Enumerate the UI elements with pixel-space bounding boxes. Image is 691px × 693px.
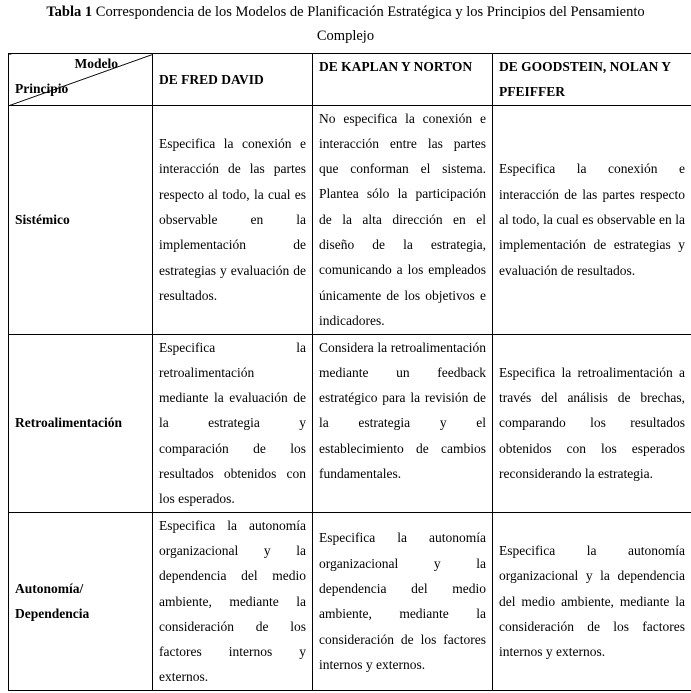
- table-cell: Especifica la autonomía organizacional y la dependencia del medio ambiente, mediante la consideración de los factores internos y externos.: [313, 512, 493, 690]
- table-cell: Especifica la conexión e interacción de las partes respecto al todo, la cual es observable en la implementación de estrategias y evaluación de resultados.: [153, 105, 313, 334]
- table-cell: Especifica la retroalimentación mediante la evaluación de la estrategia y comparación de los resultados obtenidos con los esperados.: [153, 334, 313, 512]
- caption-label: Tabla 1: [46, 4, 93, 20]
- caption-text-1: Correspondencia de los Modelos de Planificación Estratégica y los Principios del Pensamiento: [95, 4, 645, 20]
- table-cell: Especifica la autonomía organizacional y la dependencia del medio ambiente, mediante la consideración de los factores internos y externos.: [153, 512, 313, 690]
- table-cell: Especifica la conexión e interacción de las partes respecto al todo, la cual es observable en la implementación de estrategias y evaluación de resultados.: [493, 105, 691, 334]
- caption-line-1: [0, 0, 691, 24]
- column-header-goodstein: DE GOODSTEIN, NOLAN Y PFEIFFER: [493, 54, 691, 106]
- table-cell: Especifica la retroalimentación a través del análisis de brechas, comparando los resultados obtenidos con los esperados reconsiderando la estrategia.: [493, 334, 691, 512]
- corner-principio: Principio: [15, 80, 69, 96]
- row-label-autonomia: Autonomía/ Dependencia: [9, 512, 153, 690]
- table-caption: [0, 0, 691, 48]
- header-row: [9, 54, 691, 106]
- table-cell: Considera la retroalimentación mediante un feedback estratégico para la revisión de la estrategia y el establecimiento de cambios fundamentales.: [313, 334, 493, 512]
- column-header-fred-david: DE FRED DAVID: [153, 54, 313, 106]
- table-row: [9, 105, 691, 334]
- table-cell: No especifica la conexión e interacción entre las partes que conforman el sistema. Plantea sólo la participación de la alta dirección en el diseño de la estrategia, comunicando a los empleados únicamente de los objetivos e indicadores.: [313, 105, 493, 334]
- corner-cell: [9, 54, 153, 106]
- row-label-sistemico: Sistémico: [9, 105, 153, 334]
- row-label-retroalimentacion: Retroalimentación: [9, 334, 153, 512]
- table-cell: Especifica la autonomía organizacional y la dependencia del medio ambiente, mediante la consideración de los factores internos y externos.: [493, 512, 691, 690]
- table-row: [9, 334, 691, 512]
- correspondence-table: [8, 53, 691, 691]
- corner-modelo: Modelo: [74, 56, 118, 71]
- table-row: [9, 512, 691, 690]
- caption-text-2: Complejo: [316, 28, 375, 44]
- column-header-kaplan-norton: DE KAPLAN Y NORTON: [313, 54, 493, 106]
